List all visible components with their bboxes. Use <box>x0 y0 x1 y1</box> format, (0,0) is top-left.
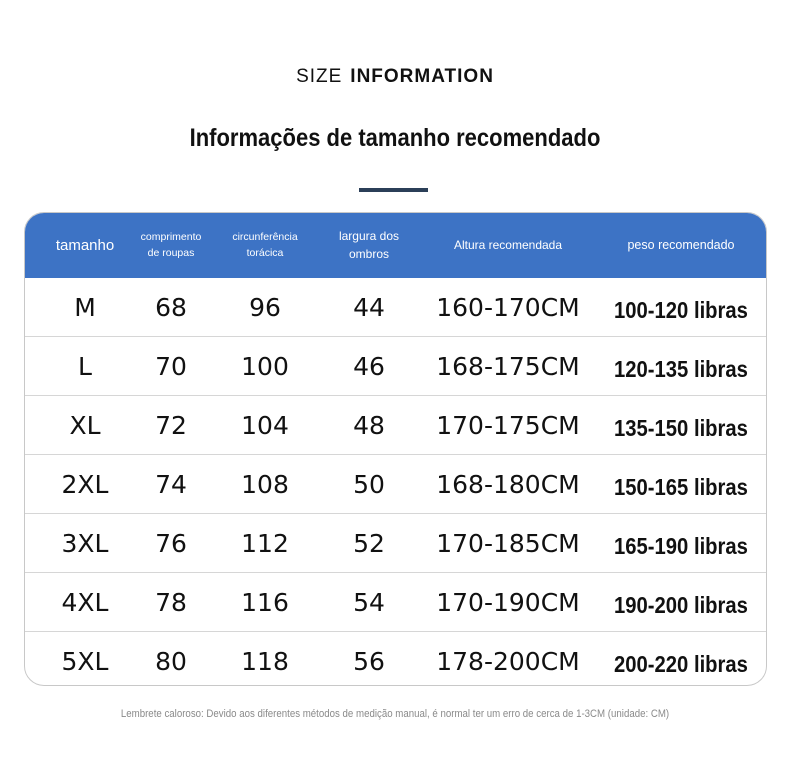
cell-size: XL <box>69 411 101 440</box>
cell-chest: 118 <box>241 647 289 676</box>
cell-length: 78 <box>155 588 187 617</box>
cell-chest: 116 <box>241 588 289 617</box>
cell-shoulder: 54 <box>353 588 385 617</box>
cell-chest: 112 <box>241 529 289 558</box>
cell-height: 168-180CM <box>436 470 580 499</box>
title-divider <box>359 188 428 192</box>
cell-length: 80 <box>155 647 187 676</box>
cell-weight: 135-150 libras <box>614 415 748 441</box>
header-weight: peso recomendado <box>627 238 735 253</box>
heading-size-word: SIZE <box>296 66 343 87</box>
header-height: Altura recomendada <box>453 237 563 252</box>
header-chest: circunferência torácica <box>232 231 298 259</box>
heading-information-word: INFORMATION <box>350 66 494 87</box>
cell-size: M <box>74 293 96 322</box>
cell-size: L <box>78 352 92 381</box>
cell-size: 4XL <box>61 588 109 617</box>
cell-weight: 120-135 libras <box>614 356 748 382</box>
cell-size: 5XL <box>61 647 109 676</box>
table-row <box>25 455 766 514</box>
cell-weight: 165-190 libras <box>614 533 748 559</box>
cell-height: 170-185CM <box>436 529 580 558</box>
cell-weight: 200-220 libras <box>614 651 748 677</box>
table-header-row <box>25 213 766 278</box>
table-row <box>25 573 766 632</box>
cell-size: 2XL <box>61 470 109 499</box>
cell-weight: 150-165 libras <box>614 474 748 500</box>
header-size: tamanho <box>55 236 115 254</box>
cell-weight: 190-200 libras <box>614 592 748 618</box>
cell-height: 170-190CM <box>436 588 580 617</box>
cell-length: 70 <box>155 352 187 381</box>
cell-height: 170-175CM <box>436 411 580 440</box>
page-subtitle: Informações de tamanho recomendado <box>189 124 601 152</box>
cell-shoulder: 44 <box>353 293 385 322</box>
header-shoulder: largura dos ombros <box>338 229 400 261</box>
cell-shoulder: 52 <box>353 529 385 558</box>
cell-chest: 96 <box>249 293 281 322</box>
cell-shoulder: 50 <box>353 470 385 499</box>
table-row <box>25 278 766 337</box>
cell-shoulder: 48 <box>353 411 385 440</box>
cell-length: 74 <box>155 470 187 499</box>
table-row <box>25 337 766 396</box>
cell-length: 76 <box>155 529 187 558</box>
cell-chest: 100 <box>241 352 289 381</box>
cell-shoulder: 56 <box>353 647 385 676</box>
table-row <box>25 396 766 455</box>
cell-height: 178-200CM <box>436 647 580 676</box>
cell-height: 160-170CM <box>436 293 580 322</box>
size-table <box>24 212 767 686</box>
cell-length: 72 <box>155 411 187 440</box>
header-length: comprimento de roupas <box>140 231 202 259</box>
cell-shoulder: 46 <box>353 352 385 381</box>
cell-weight: 100-120 libras <box>614 297 748 323</box>
cell-chest: 108 <box>241 470 289 499</box>
table-row <box>25 514 766 573</box>
measurement-footnote: Lembrete caloroso: Devido aos diferentes métodos de medição manual, é normal ter um erro de cerca de 1-3CM (unidade: CM) <box>120 708 670 720</box>
cell-chest: 104 <box>241 411 289 440</box>
section-heading <box>0 66 790 88</box>
table-row <box>25 632 766 686</box>
cell-size: 3XL <box>61 529 109 558</box>
cell-length: 68 <box>155 293 187 322</box>
cell-height: 168-175CM <box>436 352 580 381</box>
